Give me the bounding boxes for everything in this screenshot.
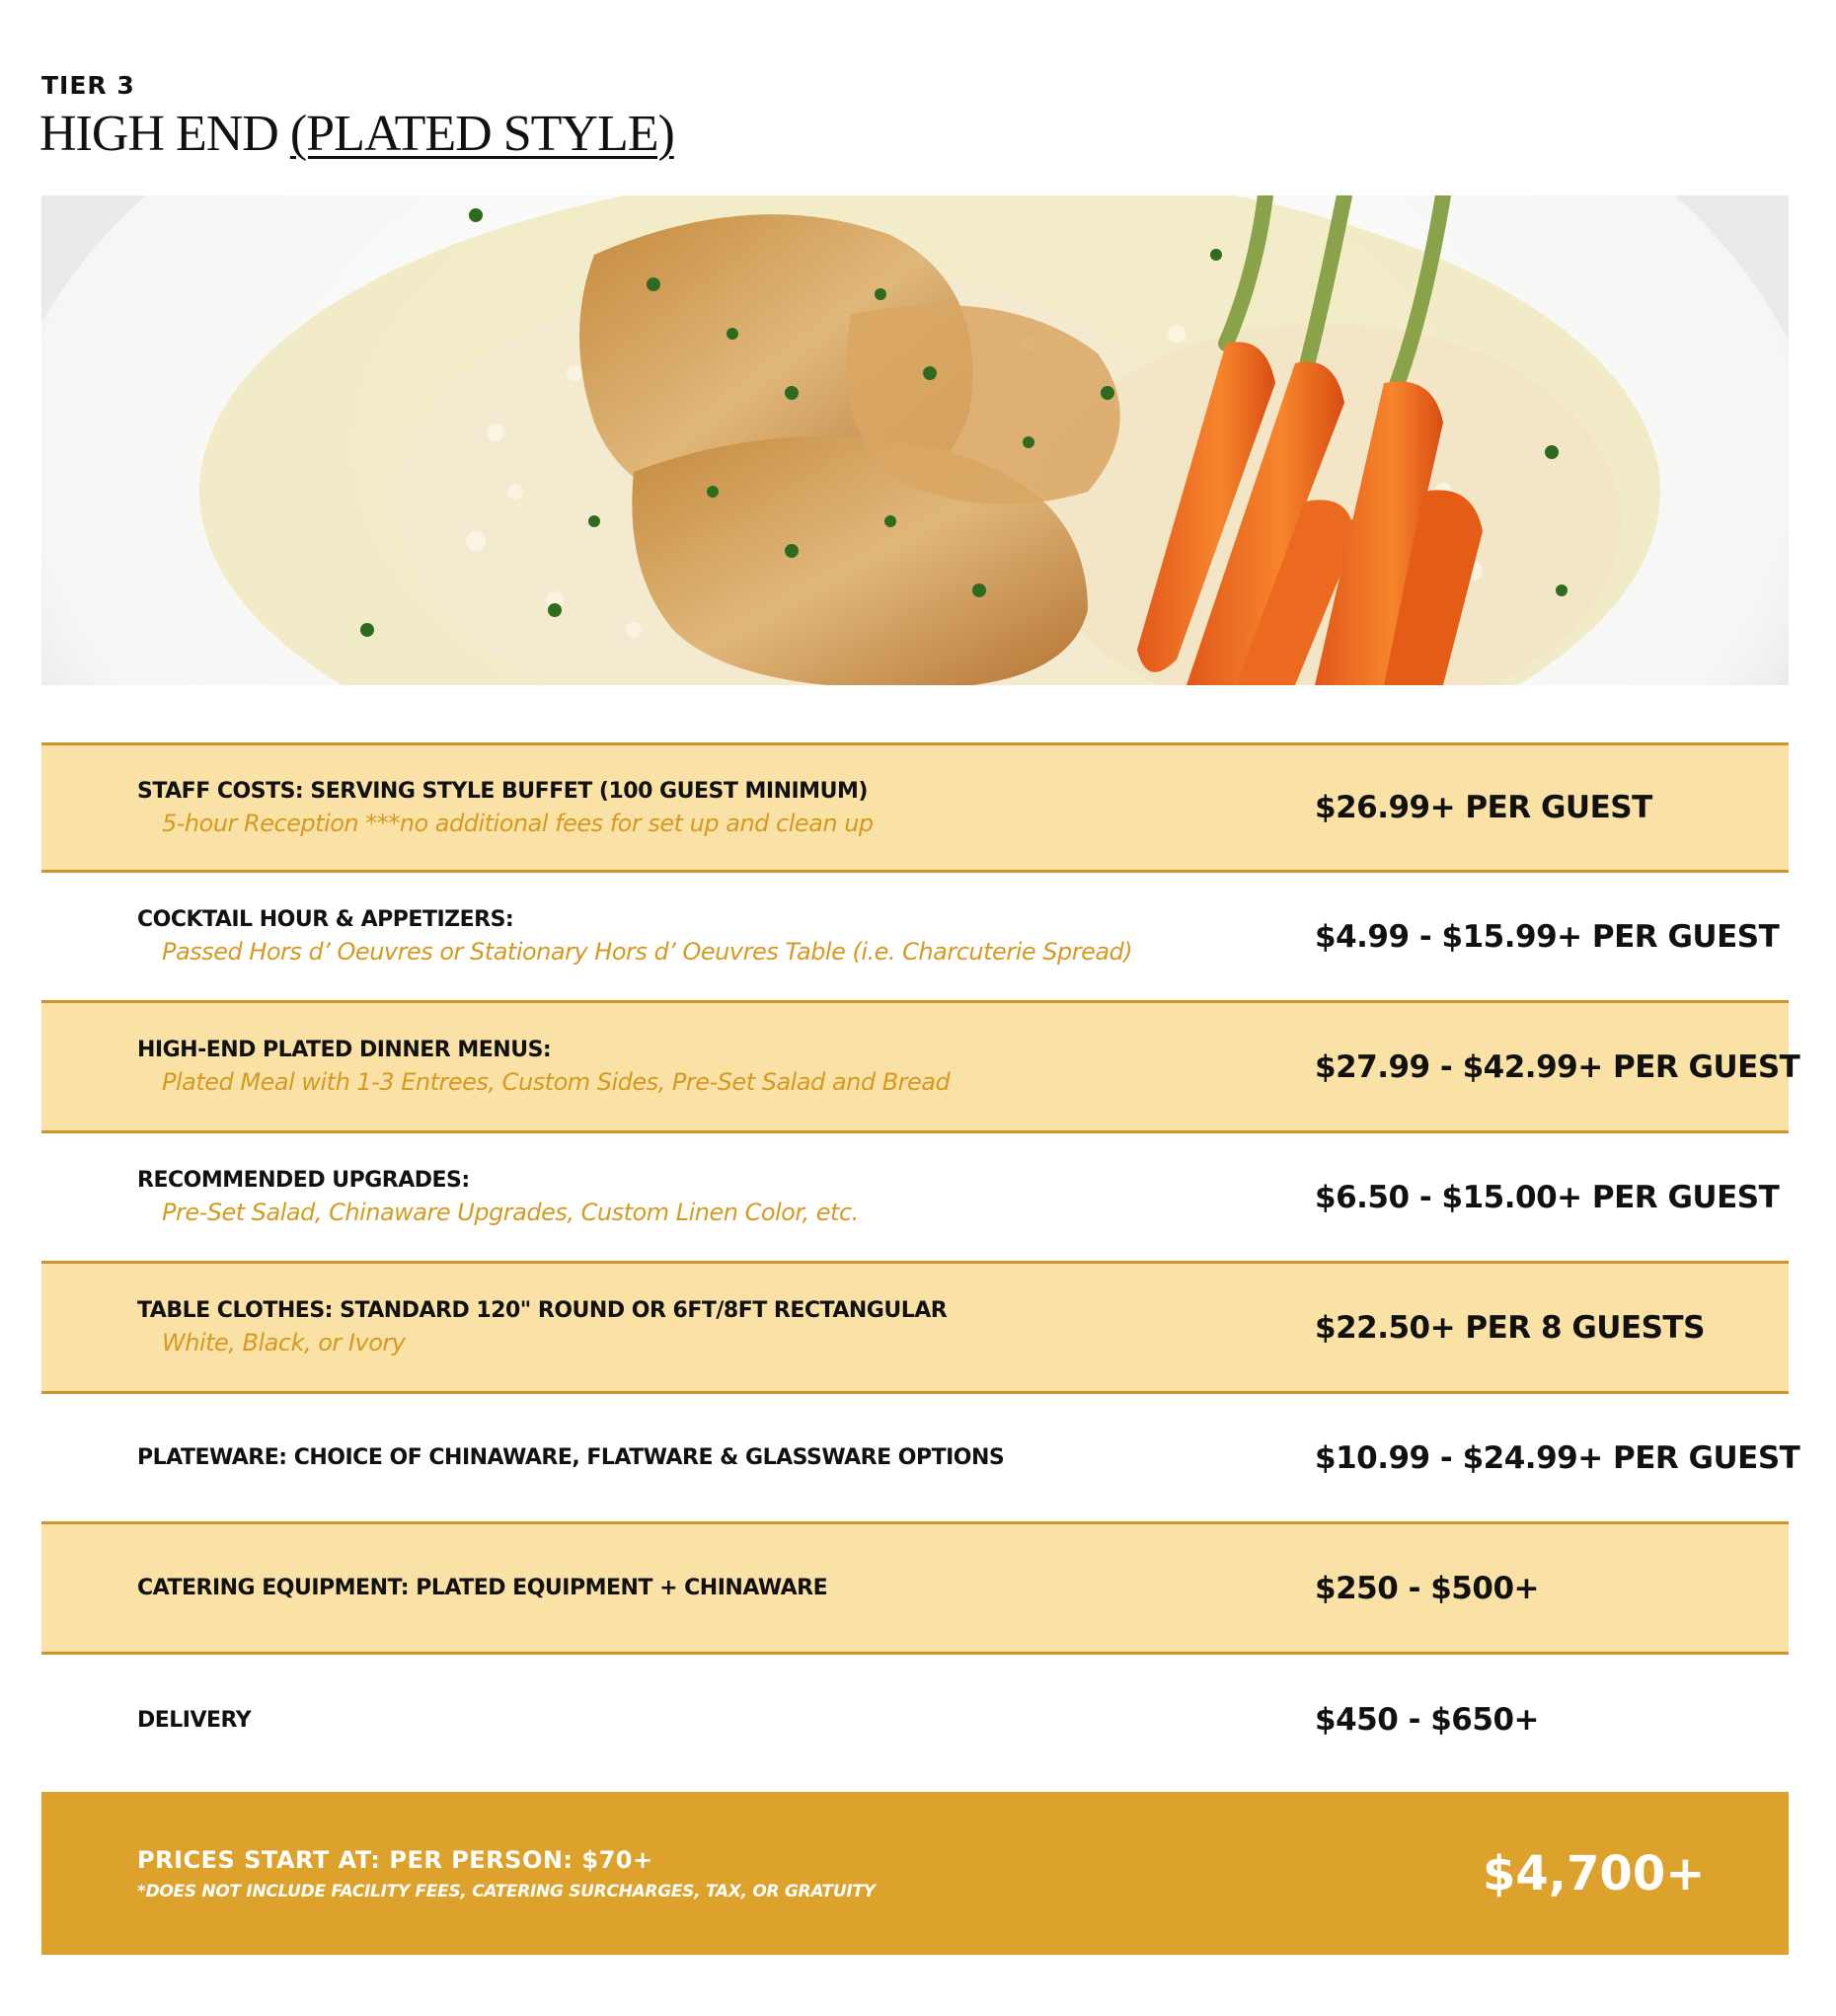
total-price-band — [41, 1792, 1789, 1955]
table-row — [41, 742, 1789, 873]
tier-label: TIER 3 — [41, 71, 135, 100]
row-label: PLATEWARE: CHOICE OF CHINAWARE, FLATWARE & GLASSWARE OPTIONS — [137, 1445, 1005, 1470]
row-subtext: 5-hour Reception ***no additional fees for set up and clean up — [162, 809, 874, 837]
row-subtext: Pre-Set Salad, Chinaware Upgrades, Custom Linen Color, etc. — [162, 1199, 859, 1226]
row-label: STAFF COSTS: SERVING STYLE BUFFET (100 GUEST MINIMUM) — [137, 778, 868, 804]
row-subtext: White, Black, or Ivory — [162, 1329, 406, 1357]
pricing-table — [41, 742, 1800, 1785]
table-row — [41, 873, 1789, 1003]
page-title — [39, 105, 674, 163]
row-price: $10.99 - $24.99+ PER GUEST — [1315, 1439, 1800, 1476]
per-person-price: PRICES START AT: PER PERSON: $70+ — [137, 1845, 653, 1874]
row-label: CATERING EQUIPMENT: PLATED EQUIPMENT + CHINAWARE — [137, 1576, 828, 1600]
exclusions-note: *DOES NOT INCLUDE FACILITY FEES, CATERING SURCHARGES, TAX, OR GRATUITY — [137, 1881, 876, 1901]
row-price: $450 - $650+ — [1315, 1702, 1539, 1738]
table-row — [41, 1655, 1789, 1785]
hero-food-photo — [41, 195, 1789, 685]
row-subtext: Plated Meal with 1-3 Entrees, Custom Sides, Pre-Set Salad and Bread — [162, 1068, 951, 1096]
row-price: $4.99 - $15.99+ PER GUEST — [1315, 918, 1780, 955]
table-row — [41, 1524, 1789, 1655]
row-price: $26.99+ PER GUEST — [1315, 790, 1652, 825]
table-row — [41, 1264, 1789, 1394]
table-row — [41, 1394, 1800, 1524]
row-subtext: Passed Hors d’ Oeuvres or Stationary Hors d’ Oeuvres Table (i.e. Charcuterie Spread) — [162, 938, 1133, 966]
row-price: $250 - $500+ — [1315, 1570, 1539, 1606]
row-label: HIGH-END PLATED DINNER MENUS: — [137, 1038, 552, 1062]
row-label: DELIVERY — [137, 1707, 252, 1733]
row-price: $22.50+ PER 8 GUESTS — [1315, 1309, 1705, 1346]
plated-dish-illustration — [41, 195, 1789, 685]
title-main: HIGH END — [39, 106, 290, 162]
table-row — [41, 1003, 1800, 1133]
table-row — [41, 1133, 1789, 1264]
row-label: TABLE CLOTHES: STANDARD 120" ROUND OR 6FT/8FT RECTANGULAR — [137, 1298, 948, 1323]
title-underlined: (PLATED STYLE) — [289, 106, 674, 162]
row-price: $27.99 - $42.99+ PER GUEST — [1315, 1048, 1800, 1085]
row-label: RECOMMENDED UPGRADES: — [137, 1168, 470, 1193]
total-amount: $4,700+ — [1483, 1845, 1706, 1901]
row-label: COCKTAIL HOUR & APPETIZERS: — [137, 907, 514, 932]
row-price: $6.50 - $15.00+ PER GUEST — [1315, 1179, 1780, 1215]
